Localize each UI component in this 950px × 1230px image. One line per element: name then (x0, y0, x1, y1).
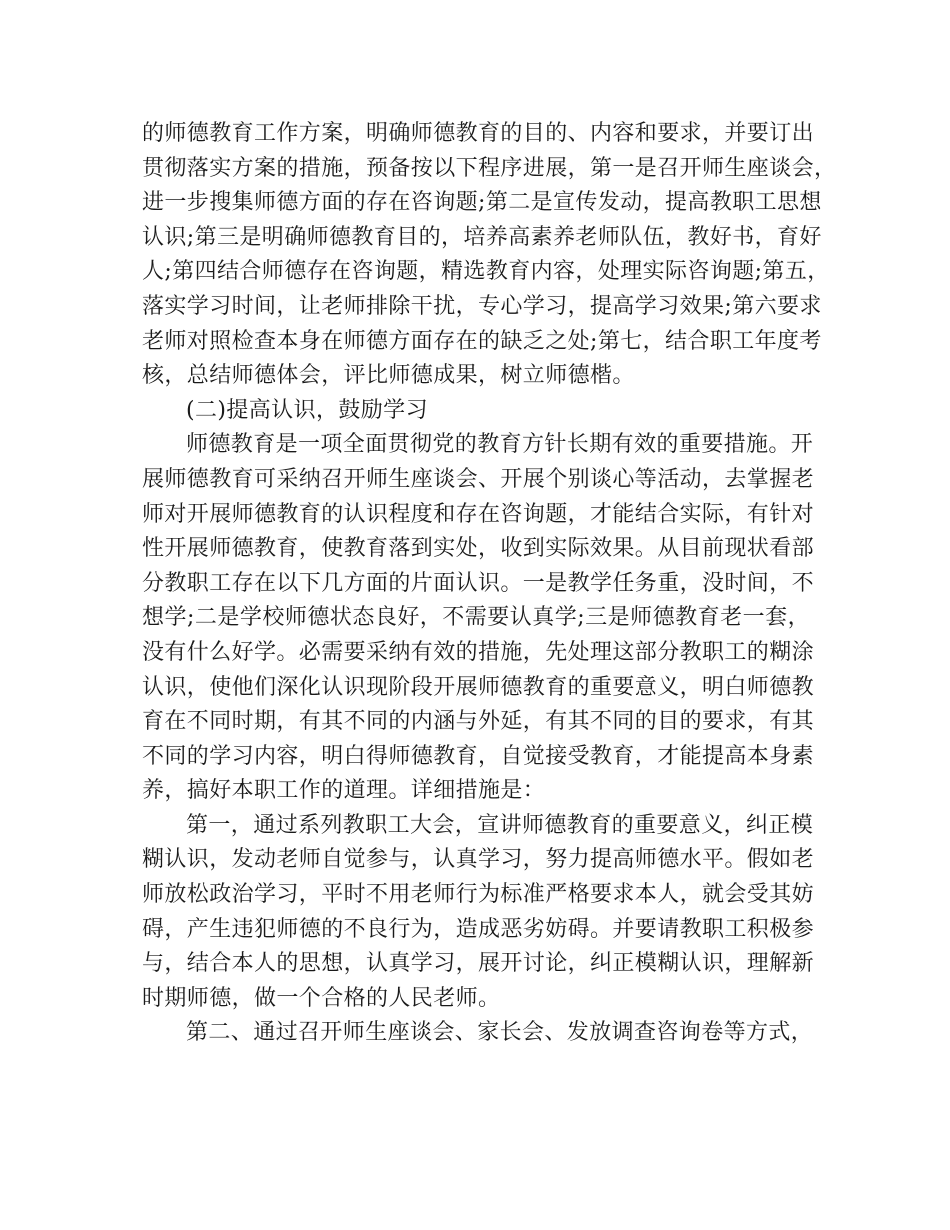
text-line: 师对开展师德教育的认识程度和存在咨询题，才能结合实际，有针对 (142, 501, 815, 527)
text-line: 碍，产生违犯师德的不良行为，造成恶劣妨碍。并要请教职工积极参 (142, 916, 815, 942)
paragraph-second-measure (142, 1016, 814, 1051)
document-body (142, 117, 837, 1051)
text-line: 时期师德，做一个合格的人民老师。 (142, 985, 501, 1011)
text-line: 的师德教育工作方案，明确师德教育的目的、内容和要求，并要订出 (142, 121, 815, 146)
text-line: 与，结合本人的思想，认真学习，展开讨论，纠正模糊认识，理解新 (142, 951, 815, 977)
text-line: 进一步搜集师德方面的存在咨询题;第二是宣传发动，提高教职工思想 (142, 190, 822, 216)
text-line: 人;第四结合师德存在咨询题，精选教育内容，处理实际咨询题;第五， (142, 259, 830, 285)
paragraph-first-measure (142, 809, 815, 1017)
paragraph-plan-steps (142, 117, 837, 394)
text-line: 认识;第三是明确师德教育目的，培养高素养老师队伍，教好书，育好 (142, 224, 822, 250)
text-line: 师放松政治学习，平时不用老师行为标准严格要求本人，就会受其妨 (142, 882, 815, 908)
text-line: 展师德教育可采纳召开师生座谈会、开展个别谈心等活动，去掌握老 (142, 466, 815, 492)
text-line: 贯彻落实方案的措施，预备按以下程序进展，第一是召开师生座谈会， (142, 155, 837, 181)
text-line: 师德教育是一项全面贯彻党的教育方针长期有效的重要措施。开 (186, 432, 814, 458)
text-line: 落实学习时间，让老师排除干扰，专心学习，提高学习效果;第六要求 (142, 293, 822, 319)
section-heading (142, 394, 810, 429)
paragraph-awareness (142, 428, 815, 809)
text-line: 不同的学习内容，明白得师德教育，自觉接受教育，才能提高本身素 (142, 743, 815, 769)
text-line: 育在不同时期，有其不同的内涵与外延，有其不同的目的要求，有其 (142, 709, 815, 735)
section-heading-text: (二)提高认识，鼓励学习 (186, 397, 428, 423)
text-line: 糊认识，发动老师自觉参与，认真学习，努力提高师德水平。假如老 (142, 847, 815, 873)
text-line: 分教职工存在以下几方面的片面认识。一是教学任务重，没时间，不 (142, 570, 815, 596)
text-line: 养，搞好本职工作的道理。详细措施是： (142, 778, 546, 804)
text-line: 第二、通过召开师生座谈会、家长会、发放调查咨询卷等方式， (186, 1020, 814, 1046)
text-line: 没有什么好学。必需要采纳有效的措施，先处理这部分教职工的糊涂 (142, 639, 815, 665)
text-line: 性开展师德教育，使教育落到实处，收到实际效果。从目前现状看部 (142, 536, 815, 562)
text-line: 核，总结师德体会，评比师德成果，树立师德楷。 (142, 363, 635, 389)
text-line: 老师对照检查本身在师德方面存在的缺乏之处;第七，结合职工年度考 (142, 328, 822, 354)
text-line: 第一，通过系列教职工大会，宣讲师德教育的重要意义，纠正模 (186, 812, 814, 838)
text-line: 认识，使他们深化认识现阶段开展师德教育的重要意义，明白师德教 (142, 674, 815, 700)
text-line: 想学;二是学校师德状态良好，不需要认真学;三是师德教育老一套， (142, 605, 810, 631)
